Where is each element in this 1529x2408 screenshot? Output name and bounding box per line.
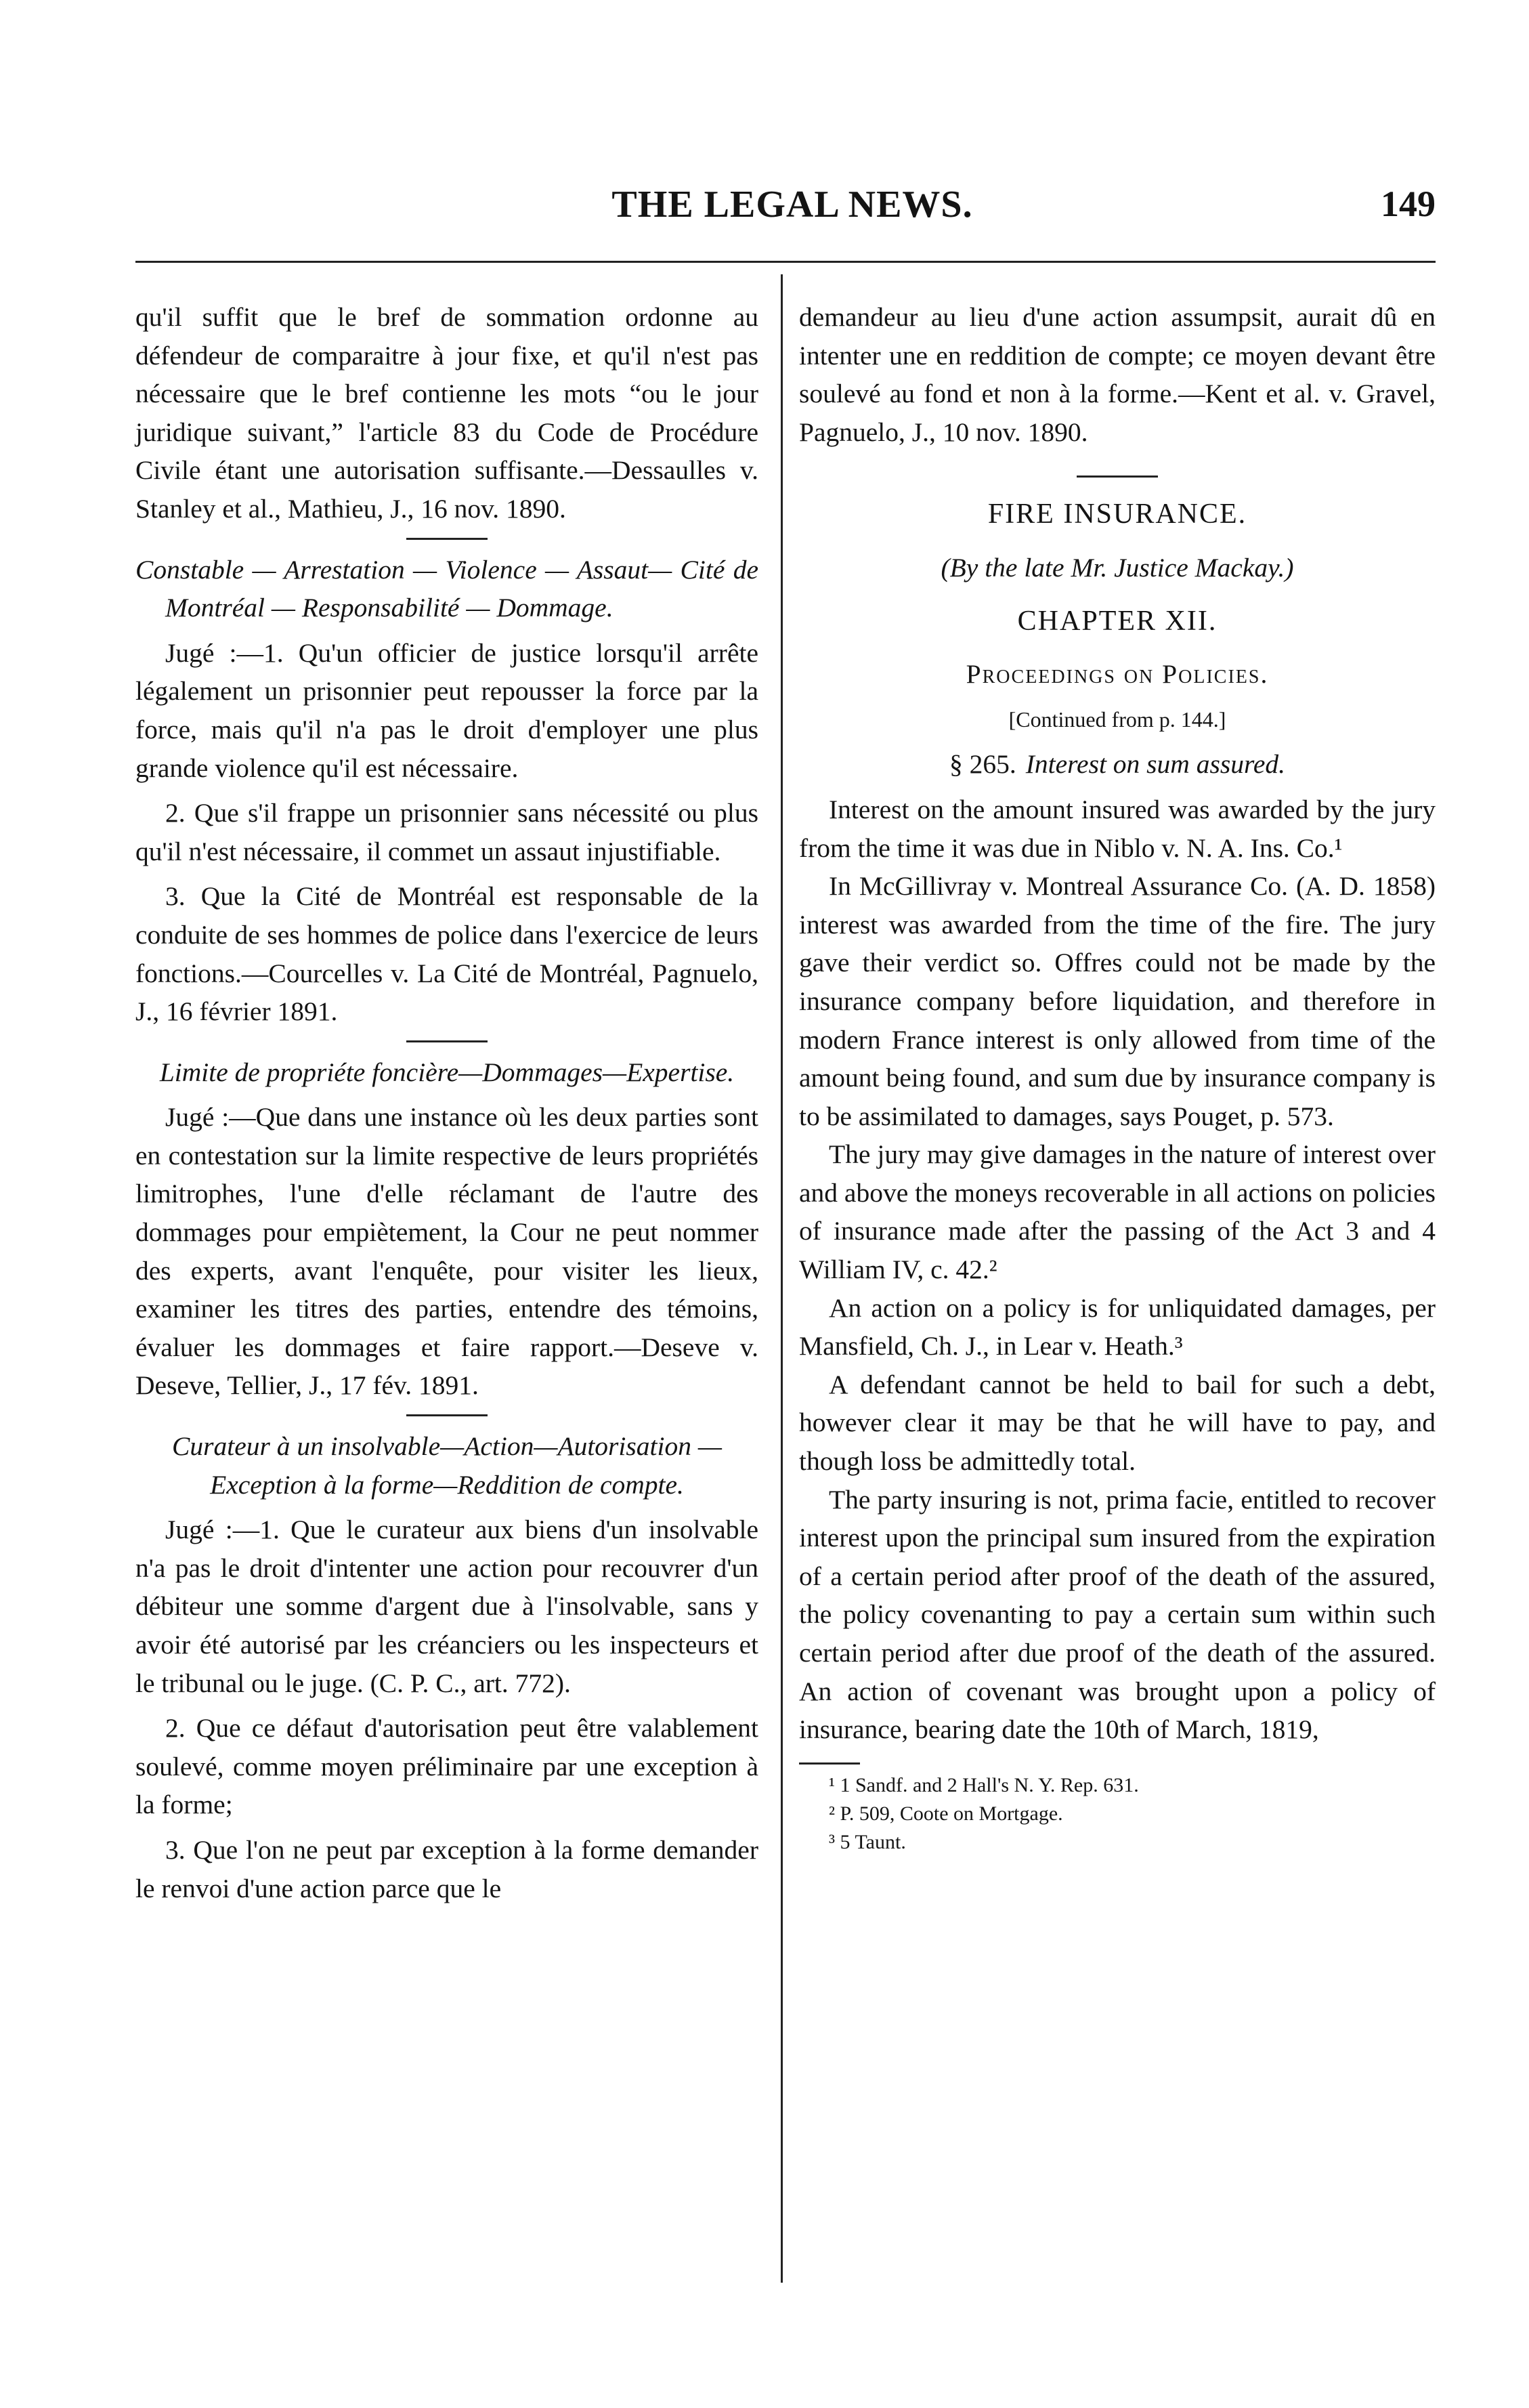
footnote-rule: [799, 1762, 860, 1765]
case-paragraph: Jugé :—1. Que le curateur aux biens d'un insolvable n'a pas le droit d'intenter une action pour recouvrer d'un débiteur une somme d'argent due à l'insolvable, sans y avoir été autorisé par les créanciers ou les inspecteurs et le tribunal ou le juge. (C. P. C., art. 772).: [135, 1515, 758, 1698]
header-rule: [135, 261, 1436, 263]
section-title: Interest on sum assured.: [1025, 749, 1286, 780]
case-rubric: Limite de propriéte foncière—Dommages—Expertise.: [159, 1057, 735, 1087]
article-paragraph: An action on a policy is for unliquidated damages, per Mansfield, Ch. J., in Lear v. Heath.³: [799, 1292, 1436, 1361]
continuation-paragraph: demandeur au lieu d'une action assumpsit, aurait dû en intenter une en reddition de compte; ce moyen devant être soulevé au fond et non à la forme.—Kent et al. v. Gravel, Pagnuelo, J., 10 nov. 1890.: [799, 302, 1436, 447]
section-rule: [406, 1040, 488, 1042]
case-paragraph: 3. Que l'on ne peut par exception à la forme demander le renvoi d'une action parce que le: [135, 1834, 758, 1903]
article-byline: (By the late Mr. Justice Mackay.): [941, 552, 1294, 583]
case-paragraph: Jugé :—1. Qu'un officier de justice lorsqu'il arrête légalement un prisonnier peut repousser la force par la force, mais qu'il n'a pas le droit d'employer une plus grande violence qu'il est nécessaire.: [135, 637, 758, 783]
chapter-number: CHAPTER XII.: [1017, 605, 1218, 637]
section-rule: [406, 1414, 488, 1416]
chapter-title: Proceedings on Policies.: [966, 659, 1269, 690]
continued-note: [Continued from p. 144.]: [1008, 706, 1226, 732]
case-paragraph: Jugé :—Que dans une instance où les deux parties sont en contestation sur la limite respective de leurs propriétés limitrophes, l'une d'elle réclamant de l'autre des dommages pour empiètement, la Cour ne peut nommer des experts, avant l'enquête, pour visiter les lieux, examiner les titres des parties, entendre des témoins, évaluer les dommages et faire rapport.—Deseve v. Deseve, Tellier, J., 17 fév. 1891.: [135, 1102, 758, 1401]
footnote: ¹ 1 Sandf. and 2 Hall's N. Y. Rep. 631.: [829, 1773, 1139, 1796]
page-header: [135, 183, 1436, 264]
article-paragraph: In McGillivray v. Montreal Assurance Co. (A. D. 1858) interest was awarded from the time of the fire. The jury gave their verdict so. Offres could not be made by the insurance company before liquidation, and therefore in modern France interest is only allowed from time of the amount being found, and sum due by insurance company is to be assimilated to damages, says Pouget, p. 573.: [799, 871, 1436, 1131]
right-column: [799, 298, 1436, 1857]
case-paragraph: 2. Que s'il frappe un prisonnier sans nécessité ou plus qu'il n'est nécessaire, il commet un assaut injustifiable.: [135, 798, 758, 866]
opening-paragraph: qu'il suffit que le bref de sommation ordonne au défendeur de comparaitre à jour fixe, et qu'il n'est pas nécessaire que le bref contienne les mots “ou le jour juridique suivant,” l'article 83 du Code de Procédure Civile étant une autorisation suffisante.—Dessaulles v. Stanley et al., Mathieu, J., 16 nov. 1890.: [135, 302, 758, 524]
case-rubric: Constable — Arrestation — Violence — Assaut— Cité de Montréal — Responsabilité — Dommage.: [135, 554, 758, 623]
article-paragraph: The jury may give damages in the nature of interest over and above the moneys recoverable in all actions on policies of insurance made after the passing of the Act 3 and 4 William IV, c. 42.²: [799, 1139, 1436, 1285]
section-number: § 265.: [949, 749, 1016, 780]
article-paragraph: The party insuring is not, prima facie, entitled to recover interest upon the principal sum insured from the expiration of a certain period after proof of the death of the assured, the policy covenanting to pay a certain sum within such certain period after due proof of the death of the assured. An action of covenant was brought upon a policy of insurance, bearing date the 10th of March, 1819,: [799, 1484, 1436, 1745]
article-title: FIRE INSURANCE.: [987, 499, 1247, 530]
article-paragraph: A defendant cannot be held to bail for such a debt, however clear it may be that he will have to pay, and though loss be admittedly total.: [799, 1369, 1436, 1477]
footnotes: [799, 1771, 1436, 1857]
running-title: THE LEGAL NEWS.: [611, 184, 973, 226]
left-column: [135, 298, 758, 1907]
article-paragraph: Interest on the amount insured was awarded by the jury from the time it was due in Niblo v. N. A. Ins. Co.¹: [799, 794, 1436, 863]
section-rule: [406, 538, 488, 540]
section-heading: [799, 745, 1436, 784]
case-paragraph: 2. Que ce défaut d'autorisation peut être valablement soulevé, comme moyen préliminaire par une exception à la forme;: [135, 1713, 758, 1820]
footnote: ² P. 509, Coote on Mortgage.: [829, 1802, 1063, 1825]
footnote: ³ 5 Taunt.: [829, 1830, 906, 1853]
case-rubric: Curateur à un insolvable—Action—Autorisation —Exception à la forme—Reddition de compte.: [172, 1431, 722, 1500]
case-paragraph: 3. Que la Cité de Montréal est responsable de la conduite de ses hommes de police dans l'exercice de leurs fonctions.—Courcelles v. La Cité de Montréal, Pagnuelo, J., 16 février 1891.: [135, 881, 758, 1027]
column-divider: [781, 274, 783, 2283]
page-number: 149: [1381, 184, 1436, 224]
section-rule: [1077, 476, 1158, 478]
